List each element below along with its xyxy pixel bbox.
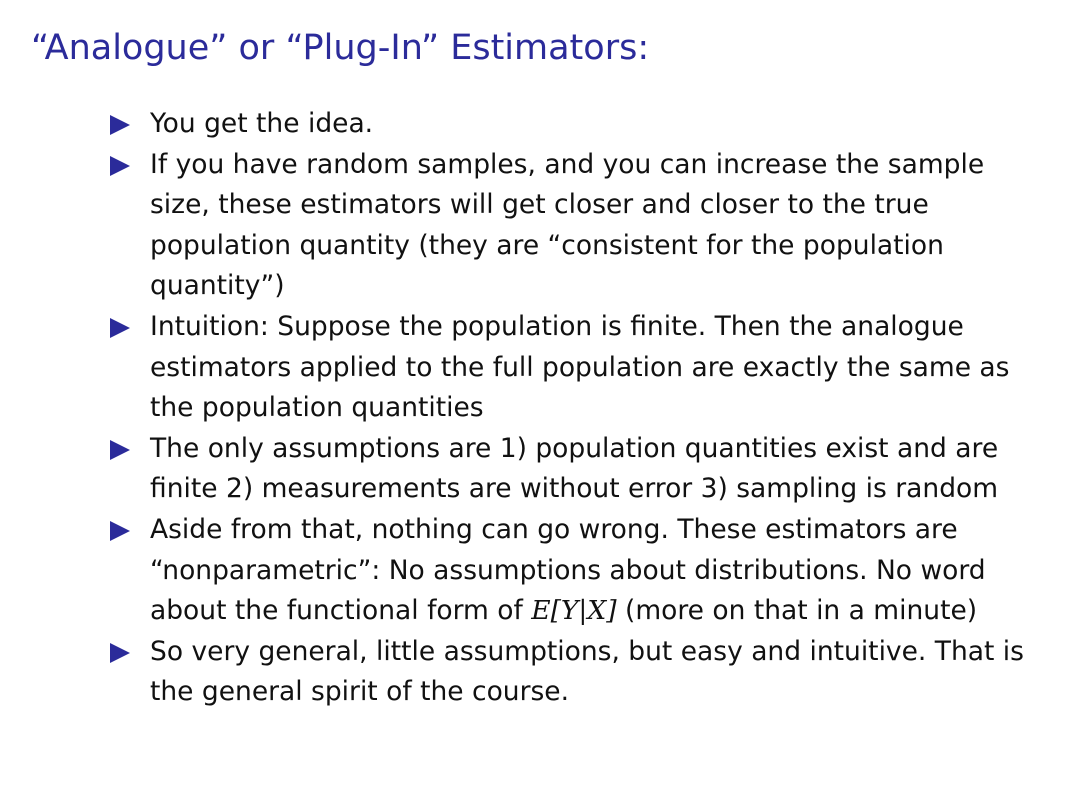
- triangle-right-icon: [110, 643, 130, 663]
- bullet-item: [108, 104, 1038, 145]
- bullet-text-before-math: Aside from that, nothing can go wrong. These estimators are “nonparametric”: No assumptions about distributions. No word about the functional form of: [150, 513, 986, 627]
- triangle-right-icon: [110, 521, 130, 541]
- bullet-text: Intuition: Suppose the population is finite. Then the analogue estimators applied to the full population are exactly the same as the population quantities: [150, 310, 1010, 424]
- bullet-item: [108, 145, 1038, 307]
- bullet-text-after-math: (more on that in a minute): [616, 595, 978, 627]
- slide-title: “Analogue” or “Plug-In” Estimators:: [31, 28, 650, 68]
- bullet-text: So very general, little assumptions, but easy and intuitive. That is the general spirit of the course.: [150, 635, 1024, 708]
- math-expression: E[Y|X]: [531, 595, 617, 627]
- bullet-list: [108, 104, 1038, 713]
- bullet-item: [108, 632, 1038, 713]
- bullet-item: [108, 429, 1038, 510]
- triangle-right-icon: [110, 156, 130, 176]
- bullet-text: If you have random samples, and you can increase the sample size, these estimators will get closer and closer to the true population quantity (they are “consistent for the population quantity”): [150, 148, 985, 302]
- triangle-right-icon: [110, 115, 130, 135]
- bullet-text: You get the idea.: [150, 108, 374, 139]
- triangle-right-icon: [110, 318, 130, 338]
- bullet-text: The only assumptions are 1) population quantities exist and are finite 2) measurements are without error 3) sampling is random: [150, 432, 999, 505]
- triangle-right-icon: [110, 440, 130, 460]
- bullet-item: [108, 307, 1038, 429]
- bullet-item: [108, 510, 1038, 632]
